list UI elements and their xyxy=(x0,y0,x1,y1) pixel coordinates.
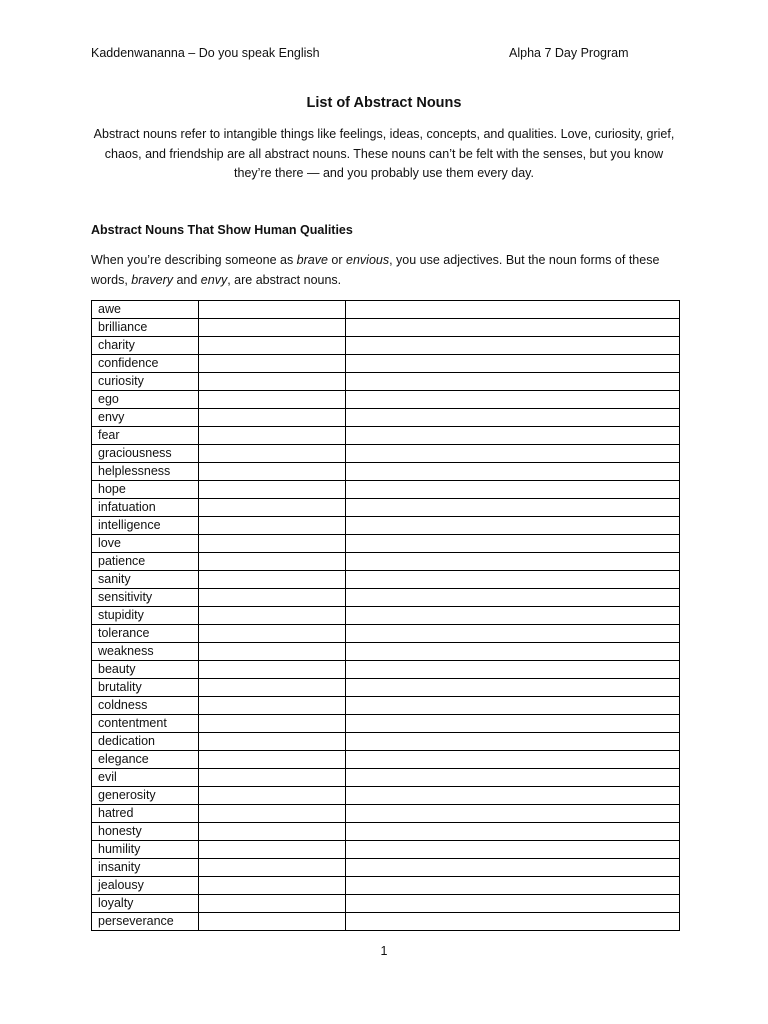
blank-cell xyxy=(346,751,680,769)
blank-cell xyxy=(199,445,346,463)
blank-cell xyxy=(346,607,680,625)
blank-cell xyxy=(346,697,680,715)
blank-cell xyxy=(346,859,680,877)
noun-cell: infatuation xyxy=(92,499,199,517)
noun-cell: jealousy xyxy=(92,877,199,895)
description-text: , you use adjectives. But the noun forms of these words, xyxy=(91,253,660,287)
blank-cell xyxy=(346,589,680,607)
description-text: and xyxy=(172,272,201,287)
blank-cell xyxy=(199,571,346,589)
blank-cell xyxy=(199,895,346,913)
table-row xyxy=(92,337,680,355)
table-row xyxy=(92,553,680,571)
blank-cell xyxy=(346,805,680,823)
blank-cell xyxy=(346,499,680,517)
blank-cell xyxy=(346,391,680,409)
blank-cell xyxy=(346,409,680,427)
blank-cell xyxy=(346,427,680,445)
blank-cell xyxy=(199,913,346,931)
blank-cell xyxy=(346,571,680,589)
noun-cell: hatred xyxy=(92,805,199,823)
blank-cell xyxy=(199,589,346,607)
noun-cell: ego xyxy=(92,391,199,409)
noun-cell: elegance xyxy=(92,751,199,769)
table-row xyxy=(92,787,680,805)
page-title: List of Abstract Nouns xyxy=(306,95,462,111)
table-row xyxy=(92,445,680,463)
blank-cell xyxy=(346,625,680,643)
blank-cell xyxy=(199,823,346,841)
blank-cell xyxy=(199,391,346,409)
blank-cell xyxy=(199,427,346,445)
header-right-text: Alpha 7 Day Program xyxy=(509,46,629,60)
table-row xyxy=(92,805,680,823)
table-row xyxy=(92,409,680,427)
section-description xyxy=(91,251,681,290)
noun-cell: graciousness xyxy=(92,445,199,463)
blank-cell xyxy=(346,301,680,319)
blank-cell xyxy=(199,661,346,679)
italic-word: envy xyxy=(200,272,228,287)
blank-cell xyxy=(346,715,680,733)
noun-cell: intelligence xyxy=(92,517,199,535)
blank-cell xyxy=(199,751,346,769)
noun-cell: dedication xyxy=(92,733,199,751)
table-row xyxy=(92,625,680,643)
table-row xyxy=(92,697,680,715)
blank-cell xyxy=(346,877,680,895)
blank-cell xyxy=(346,355,680,373)
noun-cell: patience xyxy=(92,553,199,571)
blank-cell xyxy=(199,517,346,535)
table-row xyxy=(92,859,680,877)
italic-word: envious xyxy=(346,253,390,267)
blank-cell xyxy=(346,661,680,679)
table-row xyxy=(92,571,680,589)
blank-cell xyxy=(199,607,346,625)
noun-cell: tolerance xyxy=(92,625,199,643)
noun-cell: fear xyxy=(92,427,199,445)
blank-cell xyxy=(199,355,346,373)
noun-cell: hope xyxy=(92,481,199,499)
table-row xyxy=(92,841,680,859)
blank-cell xyxy=(346,787,680,805)
noun-cell: loyalty xyxy=(92,895,199,913)
table-row xyxy=(92,319,680,337)
blank-cell xyxy=(346,481,680,499)
noun-cell: evil xyxy=(92,769,199,787)
noun-cell: confidence xyxy=(92,355,199,373)
table-row xyxy=(92,823,680,841)
description-text: or xyxy=(327,253,347,267)
blank-cell xyxy=(199,787,346,805)
blank-cell xyxy=(199,481,346,499)
blank-cell xyxy=(346,373,680,391)
table-row xyxy=(92,769,680,787)
blank-cell xyxy=(346,733,680,751)
blank-cell xyxy=(199,715,346,733)
noun-cell: awe xyxy=(92,301,199,319)
noun-cell: coldness xyxy=(92,697,199,715)
noun-cell: perseverance xyxy=(92,913,199,931)
noun-cell: stupidity xyxy=(92,607,199,625)
blank-cell xyxy=(199,301,346,319)
header-left-text: Kaddenwananna – Do you speak English xyxy=(91,46,320,60)
description-text: When you’re describing someone as xyxy=(91,253,297,267)
table-row xyxy=(92,481,680,499)
table-row xyxy=(92,589,680,607)
noun-cell: charity xyxy=(92,337,199,355)
table-row xyxy=(92,427,680,445)
blank-cell xyxy=(346,553,680,571)
blank-cell xyxy=(199,679,346,697)
italic-word: bravery xyxy=(131,272,173,287)
table-row xyxy=(92,751,680,769)
blank-cell xyxy=(199,319,346,337)
blank-cell xyxy=(199,769,346,787)
blank-cell xyxy=(346,841,680,859)
table-row xyxy=(92,535,680,553)
noun-cell: curiosity xyxy=(92,373,199,391)
noun-cell: contentment xyxy=(92,715,199,733)
table-row xyxy=(92,391,680,409)
blank-cell xyxy=(346,463,680,481)
noun-cell: insanity xyxy=(92,859,199,877)
blank-cell xyxy=(199,553,346,571)
table-row xyxy=(92,733,680,751)
blank-cell xyxy=(199,733,346,751)
table-row xyxy=(92,355,680,373)
table-row xyxy=(92,877,680,895)
blank-cell xyxy=(199,643,346,661)
noun-cell: sanity xyxy=(92,571,199,589)
page-number: 1 xyxy=(380,944,388,958)
blank-cell xyxy=(346,679,680,697)
blank-cell xyxy=(199,463,346,481)
table-row xyxy=(92,463,680,481)
table-row xyxy=(92,643,680,661)
table-row xyxy=(92,373,680,391)
blank-cell xyxy=(346,445,680,463)
blank-cell xyxy=(199,697,346,715)
table-row xyxy=(92,517,680,535)
italic-word: brave xyxy=(296,253,328,267)
table-row xyxy=(92,715,680,733)
blank-cell xyxy=(199,841,346,859)
noun-cell: helplessness xyxy=(92,463,199,481)
description-text: , are abstract nouns. xyxy=(227,272,342,287)
table-row xyxy=(92,895,680,913)
blank-cell xyxy=(199,859,346,877)
blank-cell xyxy=(346,823,680,841)
blank-cell xyxy=(199,805,346,823)
blank-cell xyxy=(346,337,680,355)
blank-cell xyxy=(199,373,346,391)
blank-cell xyxy=(199,625,346,643)
noun-cell: brilliance xyxy=(92,319,199,337)
noun-cell: love xyxy=(92,535,199,553)
blank-cell xyxy=(346,535,680,553)
noun-cell: honesty xyxy=(92,823,199,841)
blank-cell xyxy=(346,895,680,913)
blank-cell xyxy=(346,913,680,931)
section-heading: Abstract Nouns That Show Human Qualities xyxy=(91,223,353,237)
blank-cell xyxy=(346,769,680,787)
table-row xyxy=(92,301,680,319)
intro-paragraph: Abstract nouns refer to intangible things like feelings, ideas, concepts, and qualities. Love, curiosity, grief, chaos, and friendship are all abstract nouns. These nouns can’t be felt with the senses, but you know they’re there — and you probably use them every day. xyxy=(93,127,675,180)
blank-cell xyxy=(199,499,346,517)
table-row xyxy=(92,499,680,517)
noun-cell: weakness xyxy=(92,643,199,661)
blank-cell xyxy=(199,409,346,427)
noun-cell: generosity xyxy=(92,787,199,805)
table-row xyxy=(92,607,680,625)
blank-cell xyxy=(199,877,346,895)
abstract-nouns-table xyxy=(91,300,680,931)
noun-cell: sensitivity xyxy=(92,589,199,607)
blank-cell xyxy=(199,535,346,553)
blank-cell xyxy=(346,319,680,337)
noun-cell: beauty xyxy=(92,661,199,679)
table-row xyxy=(92,661,680,679)
table-row xyxy=(92,913,680,931)
noun-cell: brutality xyxy=(92,679,199,697)
table-row xyxy=(92,679,680,697)
blank-cell xyxy=(346,643,680,661)
noun-cell: humility xyxy=(92,841,199,859)
noun-cell: envy xyxy=(92,409,199,427)
blank-cell xyxy=(346,517,680,535)
blank-cell xyxy=(199,337,346,355)
